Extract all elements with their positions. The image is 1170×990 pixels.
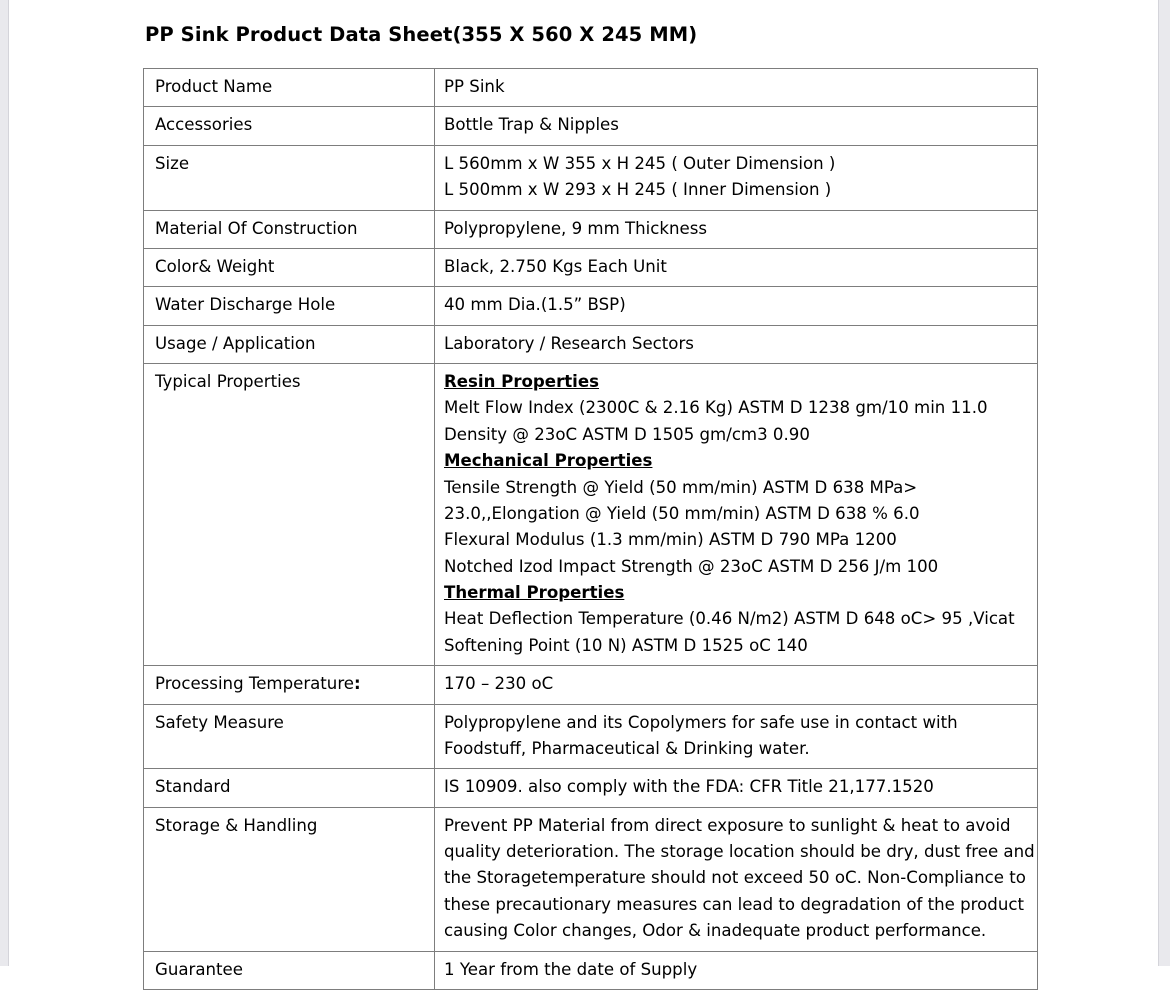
row-value-cell: [435, 210, 1038, 248]
row-value-line: Laboratory / Research Sectors: [444, 333, 694, 353]
row-label-cell: [144, 287, 435, 325]
row-label: Usage / Application: [155, 333, 316, 353]
row-label-cell: [144, 704, 435, 769]
table-row: [144, 807, 1038, 951]
table-row: [144, 287, 1038, 325]
row-value-line: 1 Year from the date of Supply: [444, 959, 698, 979]
row-value-line: PP Sink: [444, 77, 505, 96]
properties-subheading: Mechanical Properties: [444, 451, 653, 471]
row-label: Color& Weight: [155, 256, 275, 276]
row-label: Processing Temperature: [155, 674, 354, 694]
properties-line: Notched Izod Impact Strength @ 23oC ASTM D 256 J/m 100: [444, 556, 939, 576]
row-value-line: 170 – 230 oC: [444, 674, 554, 694]
table-row: [144, 666, 1038, 704]
left-page-gutter: [0, 0, 9, 966]
row-label: Safety Measure: [155, 712, 284, 732]
properties-subheading: Resin Properties: [444, 372, 599, 391]
row-value-line: Polypropylene, 9 mm Thickness: [444, 218, 708, 238]
row-label-cell: [144, 807, 435, 951]
row-value-line: L 560mm x W 355 x H 245 ( Outer Dimension ): [444, 153, 836, 173]
row-value-line: 40 mm Dia.(1.5” BSP): [444, 295, 626, 315]
table-row: [144, 69, 1038, 107]
row-label: Material Of Construction: [155, 218, 358, 238]
table-row: [144, 769, 1038, 807]
row-label-cell: [144, 145, 435, 210]
properties-line: Density @ 23oC ASTM D 1505 gm/cm3 0.90: [444, 424, 810, 444]
page-title: PP Sink Product Data Sheet(355 X 560 X 245 MM): [145, 23, 698, 46]
row-value-line: Polypropylene and its Copolymers for safe use in contact with Foodstuff, Pharmaceutical & Drinking water.: [444, 712, 958, 758]
row-value-cell: [435, 704, 1038, 769]
row-value-cell: [435, 287, 1038, 325]
properties-line: Flexural Modulus (1.3 mm/min) ASTM D 790 MPa 1200: [444, 530, 897, 550]
properties-line: Melt Flow Index (2300C & 2.16 Kg) ASTM D 1238 gm/10 min 11.0: [444, 398, 988, 418]
table-row: [144, 951, 1038, 989]
row-label: Size: [155, 153, 190, 173]
row-label-cell: [144, 69, 435, 107]
right-page-gutter: [1158, 0, 1170, 966]
row-label-cell: [144, 364, 435, 666]
row-label-cell: [144, 951, 435, 989]
table-row: [144, 145, 1038, 210]
table-row: [144, 704, 1038, 769]
table-row: [144, 210, 1038, 248]
row-label: Product Name: [155, 77, 273, 96]
table-row: [144, 325, 1038, 363]
row-label-suffix: :: [354, 674, 361, 694]
row-label: Guarantee: [155, 959, 243, 979]
table-row: [144, 107, 1038, 145]
properties-line: Heat Deflection Temperature (0.46 N/m2) ASTM D 648 oC> 95 ,Vicat Softening Point (10 N) ASTM D 1525 oC 140: [444, 609, 1015, 655]
row-value-cell: [435, 325, 1038, 363]
row-value-line: Bottle Trap & Nipples: [444, 115, 619, 135]
row-value-cell: [435, 145, 1038, 210]
row-value-cell: [435, 769, 1038, 807]
table-row: [144, 364, 1038, 666]
row-value-cell: [435, 951, 1038, 989]
row-label: Standard: [155, 777, 231, 797]
properties-line: Tensile Strength @ Yield (50 mm/min) ASTM D 638 MPa> 23.0,,Elongation @ Yield (50 mm/min) ASTM D 638 % 6.0: [444, 477, 920, 523]
row-value-cell: [435, 666, 1038, 704]
row-value-line: L 500mm x W 293 x H 245 ( Inner Dimension ): [444, 180, 832, 200]
row-value-cell: [435, 248, 1038, 286]
properties-subheading: Thermal Properties: [444, 583, 625, 602]
row-label: Accessories: [155, 115, 253, 135]
row-label: Storage & Handling: [155, 815, 318, 835]
product-data-table: [143, 68, 1038, 990]
table-row: [144, 248, 1038, 286]
row-value-cell: [435, 807, 1038, 951]
row-label-cell: [144, 107, 435, 145]
row-value-line: Black, 2.750 Kgs Each Unit: [444, 256, 667, 276]
row-value-cell: [435, 364, 1038, 666]
row-value-cell: [435, 69, 1038, 107]
row-value-line: Prevent PP Material from direct exposure to sunlight & heat to avoid quality deterioration. The storage location should be dry, dust free and the Storagetemperature should not exceed 50 oC. Non-Compliance to these precautionary measures can lead to degradation of the product causing Color changes, Odor & inadequate product performance.: [444, 815, 1035, 941]
row-value-cell: [435, 107, 1038, 145]
row-label-cell: [144, 666, 435, 704]
row-value-line: IS 10909. also comply with the FDA: CFR Title 21,177.1520: [444, 777, 934, 797]
row-label: Typical Properties: [155, 372, 301, 391]
row-label-cell: [144, 769, 435, 807]
row-label-cell: [144, 210, 435, 248]
row-label-cell: [144, 248, 435, 286]
row-label-cell: [144, 325, 435, 363]
document-page: [9, 0, 1158, 979]
row-label: Water Discharge Hole: [155, 295, 336, 315]
